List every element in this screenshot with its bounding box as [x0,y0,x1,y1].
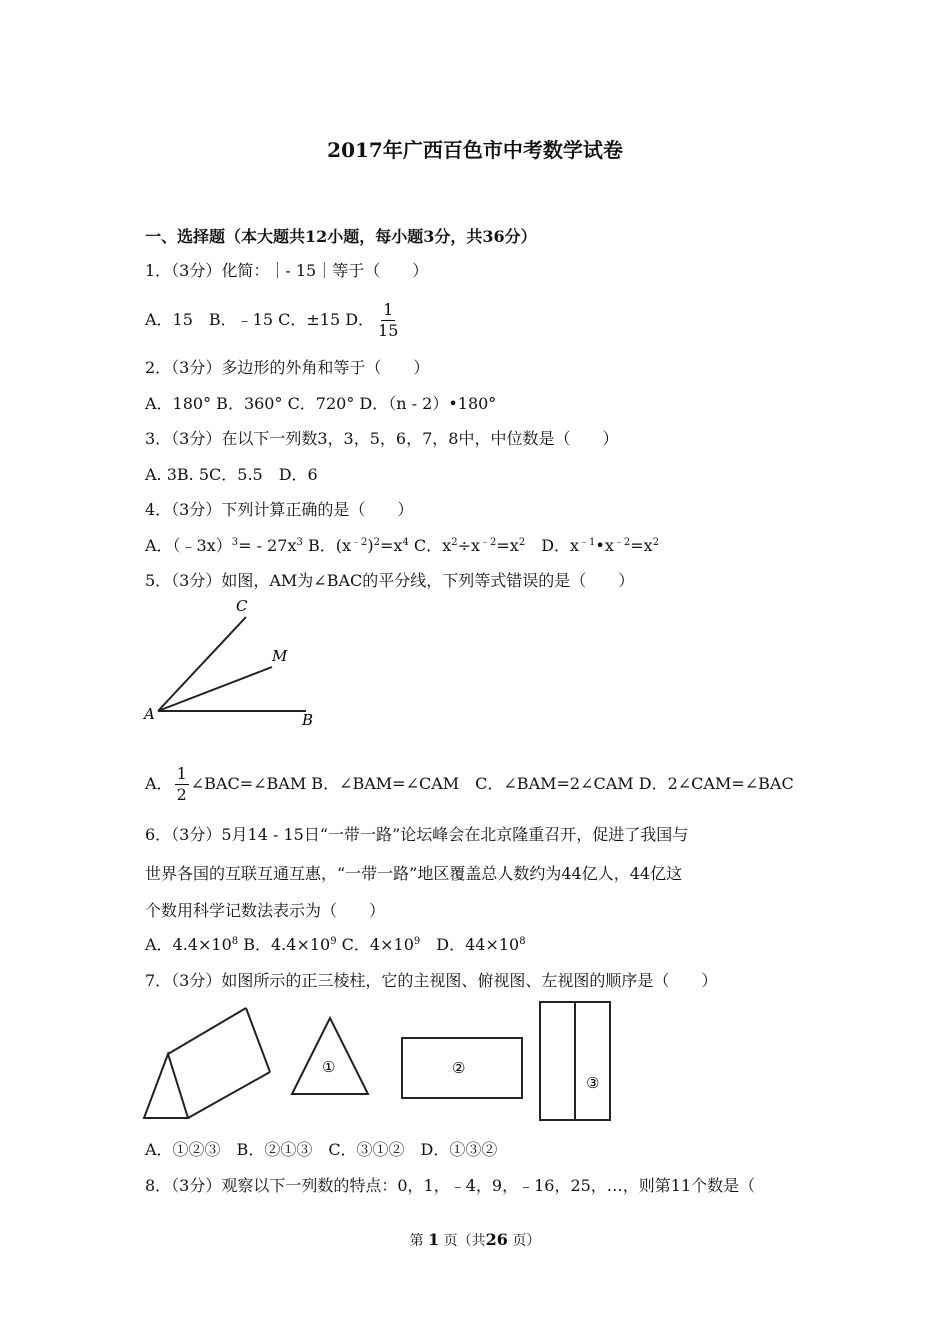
front-view-triangle [292,1018,368,1094]
label-m: M [272,647,288,665]
prism-top-edge [168,1008,246,1054]
q4-option-c-rest: =x [496,536,519,555]
page-footer [0,1230,950,1250]
q6-option-d: D．44×10 [420,935,520,954]
superscript: 2 [652,537,660,548]
q4-option-d-mid: •x [595,536,614,555]
q5-options-rest: ∠BAC=∠BAM B．∠BAM=∠CAM C．∠BAM=2∠CAM D．2∠CAM=∠BAC [190,774,794,793]
question-2-options: A．180° B．360° C．720° D．（n - 2）•180° [145,394,497,413]
q4-option-a: A．（﹣3x） [145,536,232,555]
q6-option-b: B．4.4×10 [238,935,331,954]
superscript: ﹣1 [579,537,596,548]
q4-option-b-rest: =x [380,536,403,555]
question-7-stem: 7．（3分）如图所示的正三棱柱，它的主视图、俯视图、左视图的顺序是（ ） [145,971,718,990]
superscript: 2 [518,537,526,548]
view-label-3: ③ [586,1074,600,1092]
view-label-2: ② [452,1059,466,1077]
q4-option-a-rest: = - 27x [238,536,297,555]
question-1-options-text: A．15 B．﹣15 C．±15 D． [145,310,375,329]
question-3-options: A. 3B. 5C．5.5 D．6 [145,465,318,484]
superscript: 8 [519,936,526,947]
fraction-numerator: 1 [383,300,394,319]
q4-option-c-mid: ÷x [457,536,480,555]
superscript: 2 [373,537,381,548]
question-5-options [145,766,794,803]
label-c: C [236,597,248,615]
superscript: 2 [451,537,458,548]
superscript: ﹣2 [351,537,368,548]
fraction-numerator: 1 [176,764,187,783]
ray-am [158,667,272,711]
fraction-one-fifteenth [376,302,400,339]
question-1-stem: 1．（3分）化简：｜- 15｜等于（ ） [145,261,429,280]
q4-option-c: C．x [408,536,452,555]
q4-option-d: D．x [525,536,580,555]
triangular-prism [144,1008,270,1118]
superscript: 9 [413,936,421,947]
superscript: ﹣2 [613,537,631,548]
ray-ac [158,617,246,711]
q6-option-c: C．4×10 [336,935,414,954]
label-b: B [302,711,314,729]
footer-suffix: 页） [512,1233,541,1249]
question-4-options [145,533,659,556]
fraction-one-half [175,766,189,803]
question-7-options: A．①②③ B．②①③ C．③①② D．①③② [145,1140,498,1159]
footer-total-pages: 26 [485,1230,508,1249]
superscript: 4 [402,537,409,548]
question-5-stem: 5．（3分）如图，AM为∠BAC的平分线，下列等式错误的是（ ） [145,571,635,590]
q4-option-b-mid: ) [367,536,374,555]
prism-front-face [144,1054,188,1118]
question-6-options [145,932,526,955]
angle-bisector-figure [140,595,340,735]
footer-middle: 页（共 [443,1233,486,1249]
label-a: A [144,705,155,723]
question-3-stem: 3．（3分）在以下一列数3，3，5，6，7，8中，中位数是（ ） [145,429,619,448]
page-title: 2017年广西百色市中考数学试卷 [327,138,623,162]
superscript: ﹣2 [480,537,497,548]
question-6-line-1: 6．（3分）5月14 - 15日“一带一路”论坛峰会在北京隆重召开，促进了我国与 [145,825,689,844]
view-label-1: ① [322,1058,336,1076]
question-6-line-2: 世界各国的互联互通互惠，“一带一路”地区覆盖总人数约为44亿人，44亿这 [145,864,683,883]
q6-option-a: A．4.4×10 [145,935,232,954]
footer-prefix: 第 [409,1233,424,1249]
prism-bottom-edge [188,1072,270,1118]
section-heading: 一、选择题（本大题共12小题，每小题3分，共36分） [145,227,537,246]
question-2-stem: 2．（3分）多边形的外角和等于（ ） [145,358,430,377]
prism-back-edge [246,1008,270,1072]
q5-option-a-prefix: A． [145,774,173,793]
superscript: 3 [231,537,239,548]
question-1-options [145,302,402,339]
question-4-stem: 4．（3分）下列计算正确的是（ ） [145,500,414,519]
superscript: 3 [296,537,303,548]
superscript: 8 [231,936,239,947]
footer-page-number: 1 [428,1230,440,1249]
question-8-stem: 8．（3分）观察以下一列数的特点：0，1，﹣4，9，﹣16，25，…，则第11个数是（ [145,1176,756,1195]
fraction-denominator: 15 [378,321,399,340]
fraction-denominator: 2 [176,785,187,804]
question-6-line-3: 个数用科学记数法表示为（ ） [145,901,386,920]
superscript: 9 [330,936,337,947]
prism-views-figure [140,998,620,1128]
q4-option-d-rest: =x [630,536,653,555]
q4-option-b: B．(x [302,536,352,555]
